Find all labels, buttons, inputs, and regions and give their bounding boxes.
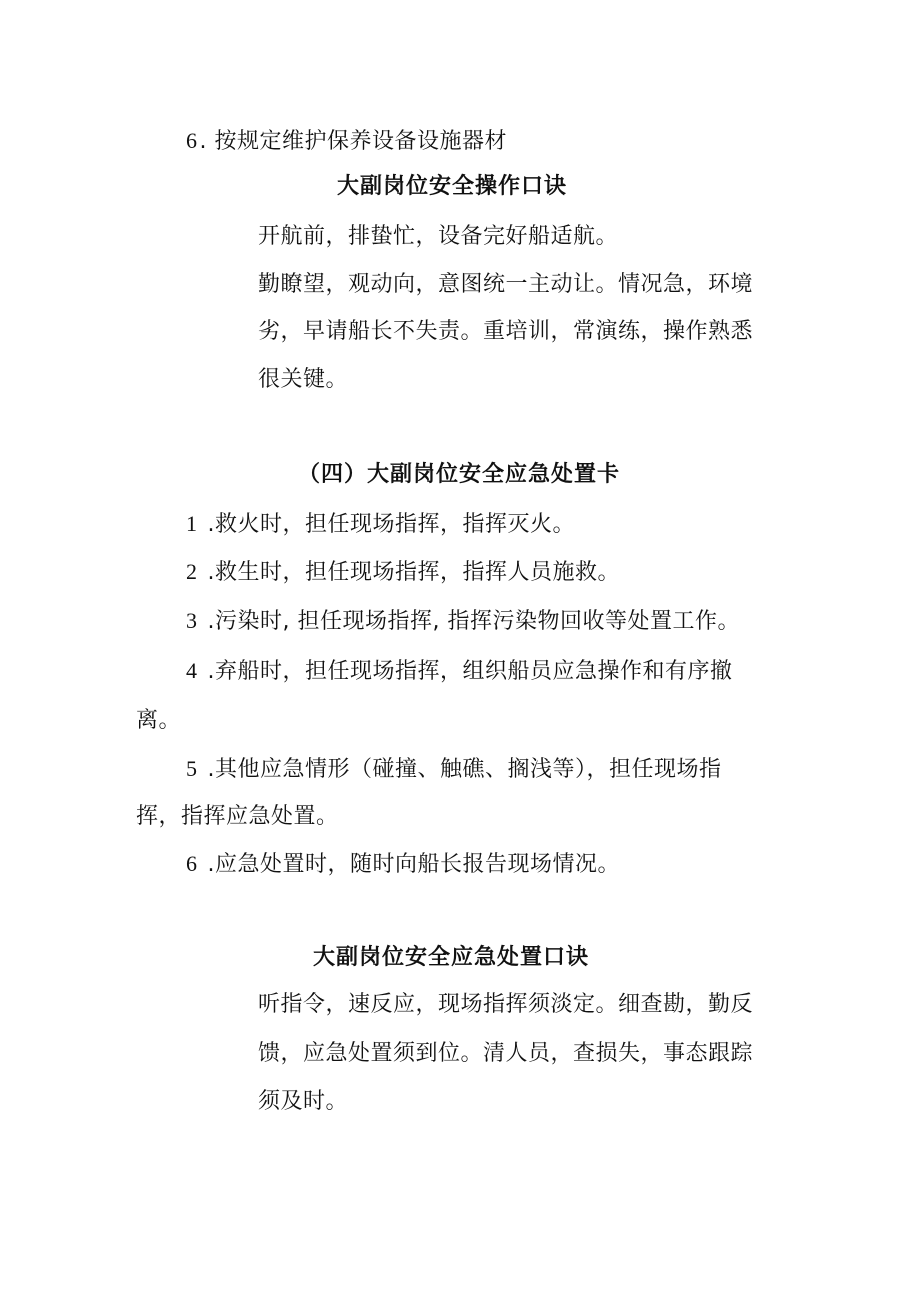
emergency-rhyme-line-1: 听指令，速反应，现场指挥须淡定。细查勘，勤反 bbox=[258, 992, 754, 1017]
emergency-item-5-continued: 挥，指挥应急处置。 bbox=[136, 804, 339, 829]
list-item-number: 6 bbox=[186, 128, 198, 153]
list-item-text: . 按规定维护保养设备设施器材 bbox=[199, 129, 507, 154]
list-item-text: .其他应急情形（碰撞、触礁、搁浅等），担任现场指 bbox=[207, 757, 722, 782]
emergency-card-title: （四）大副岗位安全应急处置卡 bbox=[298, 462, 621, 487]
operation-rhyme-line-2: 勤瞭望，观动向，意图统一主动让。情况急，环境 bbox=[258, 272, 754, 297]
emergency-rhyme-title: 大副岗位安全应急处置口诀 bbox=[313, 945, 590, 970]
emergency-item-2 bbox=[186, 557, 620, 588]
emergency-rhyme-line-3: 须及时。 bbox=[258, 1089, 349, 1114]
list-item-number: 3 bbox=[186, 608, 198, 633]
list-item-number: 4 bbox=[186, 658, 198, 683]
list-item-number: 2 bbox=[186, 559, 198, 584]
emergency-rhyme-line-2: 馈，应急处置须到位。清人员，查损失，事态跟踪 bbox=[258, 1041, 754, 1066]
emergency-item-3 bbox=[186, 606, 740, 637]
list-item-text: .救生时，担任现场指挥，指挥人员施救。 bbox=[207, 560, 620, 585]
list-item-number: 1 bbox=[186, 511, 198, 536]
operation-rhyme-line-1: 开航前，排蛰忙，设备完好船适航。 bbox=[258, 224, 619, 249]
list-item-text: .应急处置时，随时向船长报告现场情况。 bbox=[207, 852, 620, 877]
operation-rhyme-line-3: 劣，早请船长不失责。重培训，常演练，操作熟悉 bbox=[258, 319, 754, 344]
operation-rhyme-line-4: 很关键。 bbox=[258, 367, 349, 392]
operation-rhyme-title: 大副岗位安全操作口诀 bbox=[337, 174, 568, 199]
emergency-item-6 bbox=[186, 849, 620, 880]
emergency-item-4 bbox=[186, 656, 733, 687]
list-item-number: 6 bbox=[186, 851, 198, 876]
list-item-number: 5 bbox=[186, 756, 198, 781]
list-item-text: .救火时，担任现场指挥，指挥灭火。 bbox=[207, 512, 575, 537]
emergency-item-1 bbox=[186, 509, 575, 540]
emergency-item-5 bbox=[186, 754, 722, 785]
emergency-item-4-continued: 离。 bbox=[136, 708, 182, 733]
list-item-text: .弃船时，担任现场指挥，组织船员应急操作和有序撤 bbox=[207, 659, 733, 684]
list-item-text: .污染时, 担任现场指挥, 指挥污染物回收等处置工作。 bbox=[207, 609, 740, 634]
list-item-6-top bbox=[186, 126, 507, 157]
